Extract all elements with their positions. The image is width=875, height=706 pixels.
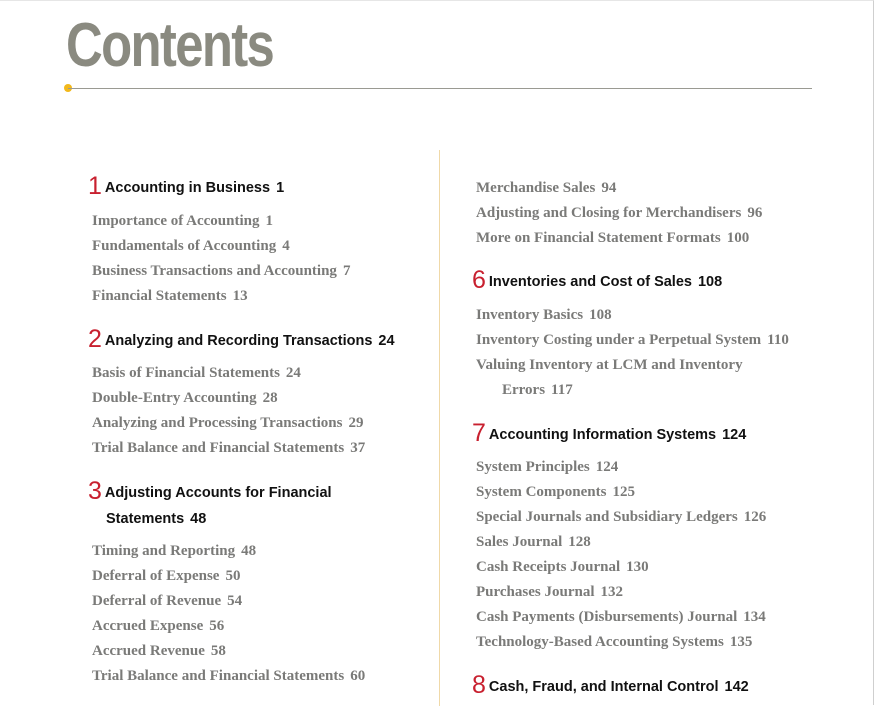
entry-title: Business Transactions and Accounting	[92, 263, 337, 279]
entry-title: Trial Balance and Financial Statements	[92, 668, 345, 684]
entry-page-number: 117	[551, 382, 573, 398]
entry-page-number: 37	[350, 440, 366, 456]
entry-page-number: 56	[209, 618, 225, 634]
chapter-page-number: 24	[378, 333, 395, 349]
toc-entry[interactable]	[476, 203, 762, 223]
entry-title: Fundamentals of Accounting	[92, 238, 277, 254]
entry-page-number: 135	[729, 634, 753, 650]
chapter-title: Accounting Information Systems	[488, 427, 717, 443]
chapter-title: Analyzing and Recording Transactions	[104, 333, 373, 349]
entry-page-number: 128	[568, 534, 591, 550]
toc-entry[interactable]	[476, 457, 618, 477]
entry-page-number: 58	[210, 643, 226, 659]
toc-entry[interactable]	[92, 616, 224, 636]
entry-page-number: 48	[241, 543, 257, 559]
entry-title: Cash Receipts Journal	[476, 559, 621, 575]
entry-title: More on Financial Statement Formats	[476, 230, 721, 246]
column-divider	[439, 150, 440, 706]
entry-title-continuation	[476, 380, 743, 400]
entry-title: Basis of Financial Statements	[92, 365, 280, 381]
entry-title: Purchases Journal	[476, 584, 595, 600]
entry-page-number: 60	[350, 668, 366, 684]
chapter-page-number: 142	[724, 679, 749, 695]
entry-title: System Principles	[476, 459, 590, 475]
toc-entry[interactable]	[92, 236, 290, 256]
entry-page-number: 13	[232, 288, 248, 304]
entry-page-number: 50	[225, 568, 241, 584]
toc-chapter-heading[interactable]	[472, 673, 749, 699]
entry-page-number: 4	[282, 238, 290, 254]
entry-title: Inventory Basics	[476, 307, 584, 323]
entry-title: Inventory Costing under a Perpetual System	[476, 332, 762, 348]
toc-entry[interactable]	[476, 330, 789, 350]
chapter-title: Cash, Fraud, and Internal Control	[488, 679, 719, 695]
entry-page-number: 100	[726, 230, 750, 246]
entry-page-number: 108	[589, 307, 612, 323]
entry-page-number: 1	[265, 213, 273, 229]
entry-title: Cash Payments (Disbursements) Journal	[476, 609, 738, 625]
toc-entry[interactable]	[92, 286, 248, 306]
entry-title: System Components	[476, 484, 607, 500]
toc-entry[interactable]	[92, 363, 301, 383]
chapter-title: Accounting in Business	[104, 180, 271, 196]
entry-title: Special Journals and Subsidiary Ledgers	[476, 509, 738, 525]
entry-page-number: 130	[626, 559, 649, 575]
toc-chapter-heading[interactable]	[88, 174, 284, 200]
toc-chapter-heading[interactable]	[88, 479, 332, 531]
toc-entry[interactable]	[476, 507, 766, 527]
toc-entry[interactable]	[476, 355, 743, 400]
entry-page-number: 7	[342, 263, 351, 279]
chapter-title: Inventories and Cost of Sales	[488, 274, 692, 290]
toc-entry[interactable]	[92, 541, 256, 561]
entry-title: Analyzing and Processing Transactions	[92, 415, 343, 431]
chapter-title: Adjusting Accounts for Financial	[104, 485, 332, 501]
entry-title: Importance of Accounting	[92, 213, 260, 229]
entry-title-cont-text: Errors	[502, 382, 546, 398]
entry-title: Financial Statements	[92, 288, 227, 304]
chapter-page-number: 1	[276, 180, 285, 196]
entry-page-number: 54	[227, 593, 243, 609]
entry-title: Adjusting and Closing for Merchandisers	[476, 205, 742, 221]
entry-title: Merchandise Sales	[476, 180, 596, 196]
entry-title: Timing and Reporting	[92, 543, 236, 559]
toc-entry[interactable]	[476, 582, 623, 602]
toc-entry[interactable]	[92, 413, 363, 433]
entry-page-number: 134	[743, 609, 766, 625]
entry-page-number: 24	[285, 365, 301, 381]
chapter-number: 6	[472, 266, 485, 294]
toc-entry[interactable]	[92, 566, 240, 586]
title-rule	[68, 88, 812, 89]
toc-entry[interactable]	[92, 641, 226, 661]
entry-page-number: 110	[767, 332, 789, 348]
toc-entry[interactable]	[476, 228, 749, 248]
toc-entry[interactable]	[476, 532, 591, 552]
chapter-page-number: 124	[722, 427, 747, 443]
chapter-number: 3	[88, 477, 101, 505]
chapter-page-number: 48	[190, 511, 207, 527]
toc-entry[interactable]	[92, 261, 350, 281]
chapter-number: 8	[472, 671, 485, 699]
chapter-number: 2	[88, 325, 101, 353]
toc-entry[interactable]	[92, 666, 365, 686]
entry-title: Double-Entry Accounting	[92, 390, 257, 406]
entry-title: Accrued Expense	[92, 618, 204, 634]
toc-entry[interactable]	[92, 591, 242, 611]
toc-entry[interactable]	[92, 388, 278, 408]
toc-entry[interactable]	[476, 482, 635, 502]
entry-title: Sales Journal	[476, 534, 563, 550]
entry-page-number: 96	[747, 205, 763, 221]
chapter-number: 1	[88, 172, 101, 200]
toc-chapter-heading[interactable]	[472, 421, 746, 447]
toc-entry[interactable]	[92, 211, 273, 231]
entry-page-number: 28	[262, 390, 278, 406]
toc-entry[interactable]	[476, 178, 616, 198]
entry-page-number: 124	[595, 459, 619, 475]
toc-chapter-heading[interactable]	[472, 268, 722, 294]
toc-chapter-heading[interactable]	[88, 327, 395, 353]
entry-title: Accrued Revenue	[92, 643, 205, 659]
toc-entry[interactable]	[476, 305, 612, 325]
entry-page-number: 29	[348, 415, 364, 431]
toc-entry[interactable]	[92, 438, 365, 458]
chapter-page-number: 108	[697, 274, 723, 290]
toc-entry[interactable]	[476, 632, 752, 652]
chapter-number: 7	[472, 419, 485, 447]
entry-title: Deferral of Expense	[92, 568, 220, 584]
toc-entry[interactable]	[476, 557, 649, 577]
entry-title: Valuing Inventory at LCM and Inventory	[476, 357, 743, 373]
entry-title: Deferral of Revenue	[92, 593, 222, 609]
entry-page-number: 94	[601, 180, 617, 196]
chapter-title-cont-text: Statements	[106, 511, 185, 527]
entry-title: Technology-Based Accounting Systems	[476, 634, 724, 650]
toc-entry[interactable]	[476, 607, 766, 627]
entry-page-number: 126	[743, 509, 767, 525]
entry-title: Trial Balance and Financial Statements	[92, 440, 345, 456]
entry-page-number: 125	[612, 484, 635, 500]
page-title: Contents	[66, 11, 274, 80]
chapter-title-continuation	[88, 507, 332, 531]
entry-page-number: 132	[600, 584, 623, 600]
